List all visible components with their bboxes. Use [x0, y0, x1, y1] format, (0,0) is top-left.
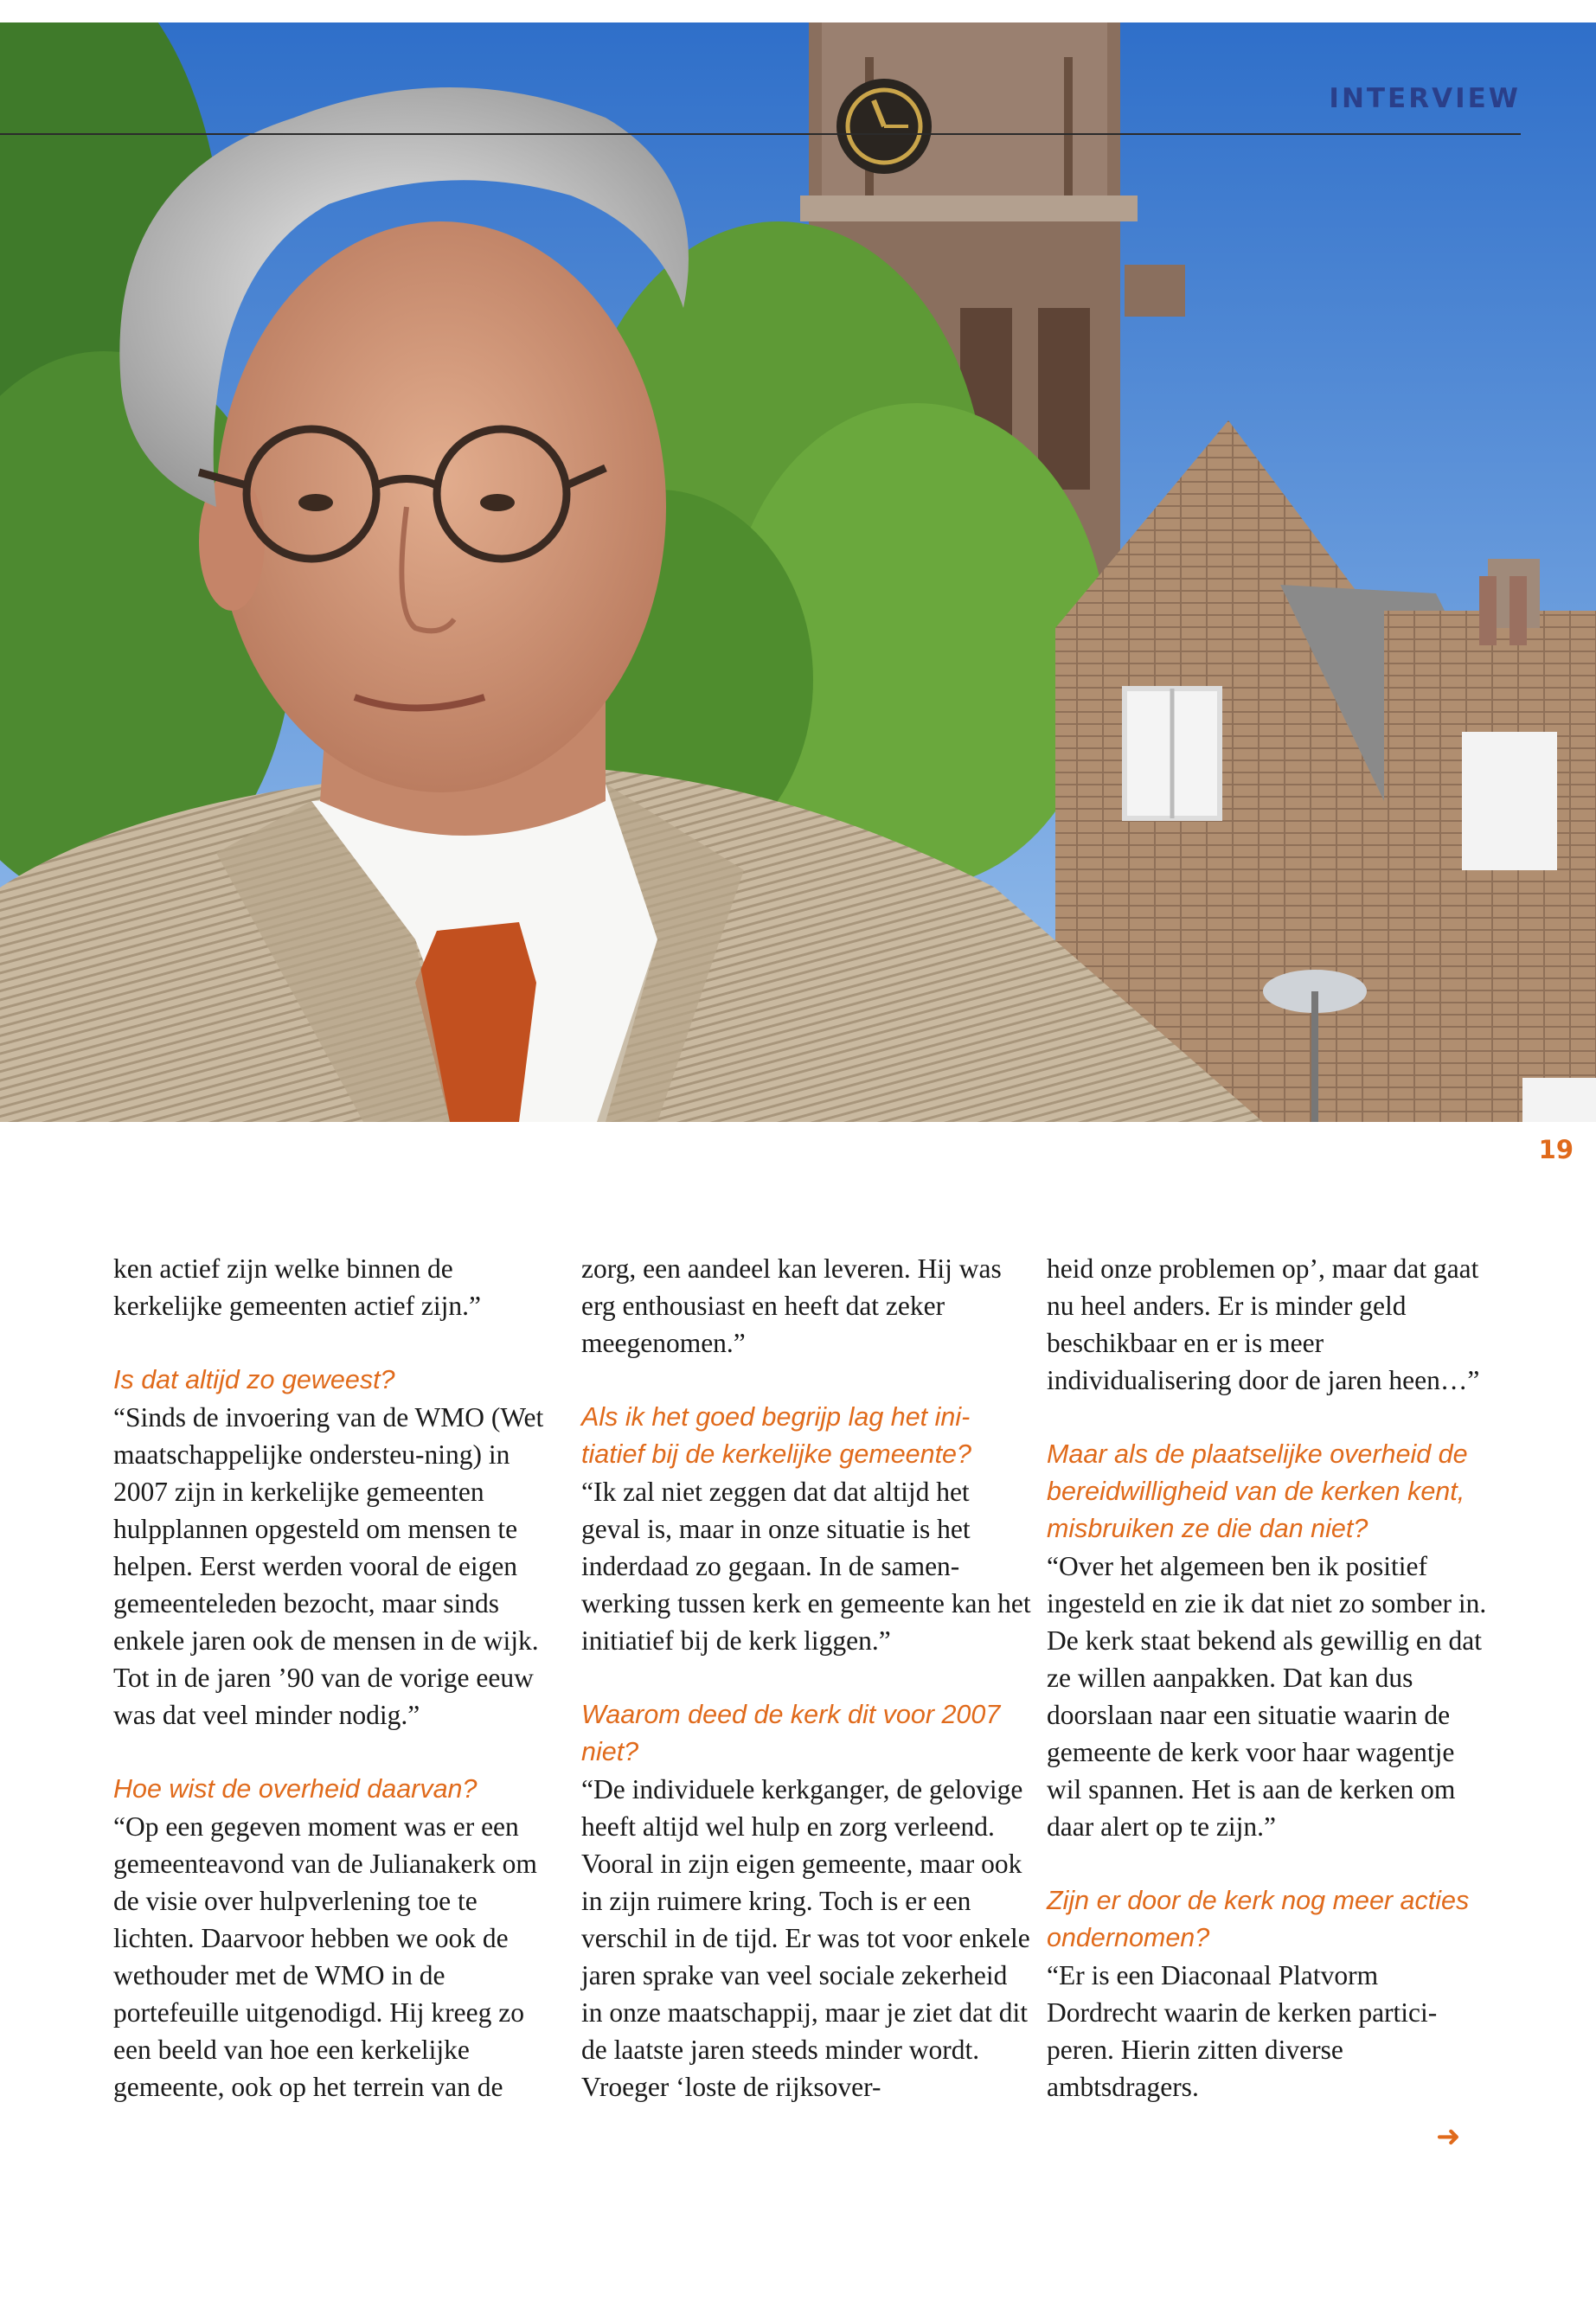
- text-column-3: [1047, 1250, 1488, 2106]
- text-column-2: [581, 1250, 1031, 2106]
- section-label: INTERVIEW: [1329, 83, 1521, 114]
- answer-text: “Sinds de invoering van de WMO (Wet maatschappelijke ondersteu-ning) in 2007 zijn in kerkelijke gemeenten hulpplannen opgesteld om mensen te helpen. Eerst werden vooral de eigen gemeenteleden bezocht, maar sinds enkele jaren ook de mensen in de wijk. Tot in de jaren ’90 van de vorige eeuw was dat veel minder nodig.”: [113, 1402, 544, 1730]
- answer-text: heid onze problemen op’, maar dat gaat nu heel anders. Er is minder geld beschikbaar en er is meer individualisering door de jaren heen…”: [1047, 1253, 1480, 1395]
- interview-question: Hoe wist de overheid daarvan?: [113, 1774, 478, 1804]
- answer-text: “Er is een Diaconaal Platvorm Dordrecht waarin de kerken partici-peren. Hierin zitten diverse ambtsdragers.: [1047, 1960, 1438, 2102]
- answer-text: ken actief zijn welke binnen de kerkelijke gemeenten actief zijn.”: [113, 1253, 482, 1321]
- header-photo: [0, 22, 1596, 1122]
- interview-question: Maar als de plaatselijke overheid de bereidwilligheid van de kerken kent, misbruiken ze die dan niet?: [1047, 1439, 1468, 1543]
- answer-text: zorg, een aandeel kan leveren. Hij was erg enthousiast en heeft dat zeker meegenomen.”: [581, 1253, 1002, 1358]
- interview-question: Waarom deed de kerk dit voor 2007 niet?: [581, 1700, 1001, 1766]
- answer-text: “De individuele kerkganger, de gelovige heeft altijd wel hulp en zorg verleend. Vooral in zijn eigen gemeente, maar ook in zijn ruimere kring. Toch is er een verschil in de tijd. Er was tot voor enkele jaren sprake van veel sociale zekerheid in onze maatschappij, maar je ziet dat dit de laatste jaren steeds minder wordt. Vroeger ‘loste de rijksover-: [581, 1774, 1030, 2102]
- text-column-1: [113, 1250, 563, 2106]
- answer-text: “Over het algemeen ben ik positief ingesteld en zie ik dat niet zo somber in. De kerk staat bekend als gewillig en dat ze willen aanpakken. Dat kan dus doorslaan naar een situatie waarin de gemeente de kerk voor haar wagentje wil spannen. Het is aan de kerken om daar alert op te zijn.”: [1047, 1551, 1487, 1842]
- answer-text: “Ik zal niet zeggen dat dat altijd het geval is, maar in onze situatie is het inderdaad zo gegaan. In de samen-werking tussen kerk en gemeente kan het initiatief bij de kerk liggen.”: [581, 1477, 1031, 1656]
- interview-question: Als ik het goed begrijp lag het ini-tiatief bij de kerkelijke gemeente?: [581, 1402, 971, 1469]
- interview-question: Zijn er door de kerk nog meer acties ondernomen?: [1047, 1886, 1470, 1952]
- page-number: 19: [1538, 1135, 1574, 1164]
- answer-text: “Op een gegeven moment was er een gemeenteavond van de Julianakerk om de visie over hulpverlening toe te lichten. Daarvoor hebben we ook de wethouder met de WMO in de portefeuille uitgenodigd. Hij kreeg zo een beeld van hoe een kerkelijke gemeente, ook op het terrein van de: [113, 1811, 537, 2102]
- interview-question: Is dat altijd zo geweest?: [113, 1365, 395, 1394]
- continue-arrow-icon: ➜: [1436, 2119, 1461, 2154]
- header-rule: [0, 133, 1521, 135]
